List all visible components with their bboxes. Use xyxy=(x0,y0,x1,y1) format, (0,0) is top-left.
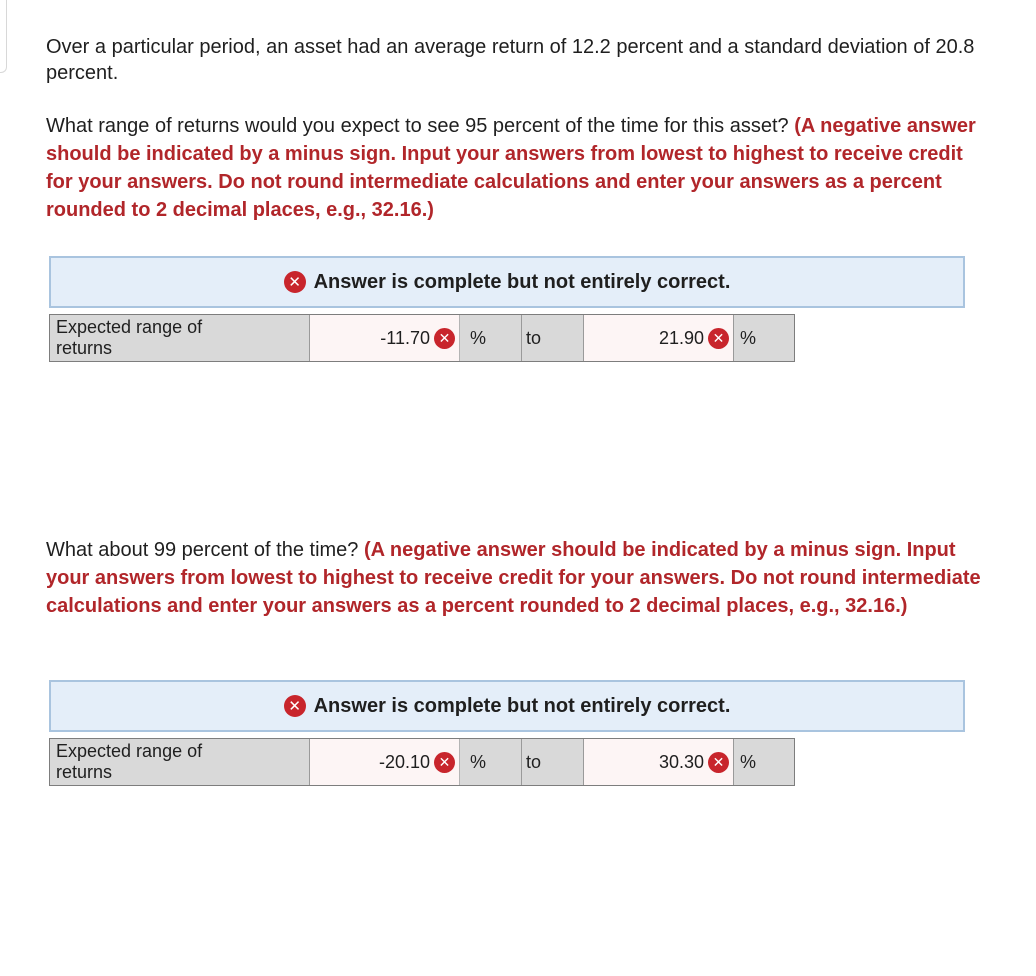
row-label-2-line1: Expected range of xyxy=(56,741,203,761)
separator-2: to xyxy=(522,739,584,785)
row-label-1-line2: returns xyxy=(56,338,113,358)
low-value-input-1[interactable] xyxy=(310,315,460,361)
high-value-input-1[interactable] xyxy=(584,315,734,361)
status-banner-1 xyxy=(49,256,965,308)
question-2-prompt: What about 99 percent of the time? xyxy=(46,539,359,561)
low-value-2: -20.10 xyxy=(378,751,430,772)
status-text-1: Answer is complete but not entirely correct. xyxy=(313,270,731,293)
page-corner-divider xyxy=(0,0,7,73)
row-label-1 xyxy=(50,315,310,361)
question-1-prompt: What range of returns would you expect to see 95 percent of the time for this asset? xyxy=(46,115,789,137)
high-unit-2: % xyxy=(734,739,794,785)
incorrect-icon: ✕ xyxy=(284,271,306,293)
low-value-1: -11.70 xyxy=(380,327,430,348)
intro-text: Over a particular period, an asset had an average return of 12.2 percent and a standard deviation of 20.8 percent. xyxy=(46,36,975,84)
low-unit-2: % xyxy=(460,739,522,785)
low-value-input-2[interactable] xyxy=(310,739,460,785)
separator-1: to xyxy=(522,315,584,361)
answer-block-2 xyxy=(49,680,965,786)
status-text-2: Answer is complete but not entirely correct. xyxy=(313,694,731,717)
high-value-2: 30.30 xyxy=(658,751,704,772)
answer-row-1 xyxy=(49,314,795,362)
question-1-text xyxy=(46,112,986,224)
incorrect-icon: ✕ xyxy=(434,752,455,773)
answer-row-2 xyxy=(49,738,795,786)
low-unit-1: % xyxy=(460,315,522,361)
row-label-2 xyxy=(50,739,310,785)
high-unit-1: % xyxy=(734,315,794,361)
incorrect-icon: ✕ xyxy=(284,695,306,717)
high-value-1: 21.90 xyxy=(658,327,704,348)
answer-block-1 xyxy=(49,256,965,362)
row-label-2-line2: returns xyxy=(56,762,113,782)
question-1-instructions: (A negative answer should be indicated by a minus sign. Input your answers from lowest to highest to receive credit for your answers. Do not round intermediate calculations and enter your answers as a percent rounded to 2 decimal places, e.g., 32.16.) xyxy=(46,115,976,221)
incorrect-icon: ✕ xyxy=(708,328,729,349)
question-2-text xyxy=(46,536,986,620)
incorrect-icon: ✕ xyxy=(434,328,455,349)
status-banner-2 xyxy=(49,680,965,732)
question-2-instructions: (A negative answer should be indicated by a minus sign. Input your answers from lowest to highest to receive credit for your answers. Do not round intermediate calculations and enter your answers as a percent rounded to 2 decimal places, e.g., 32.16.) xyxy=(46,539,981,617)
incorrect-icon: ✕ xyxy=(708,752,729,773)
high-value-input-2[interactable] xyxy=(584,739,734,785)
row-label-1-line1: Expected range of xyxy=(56,317,203,337)
